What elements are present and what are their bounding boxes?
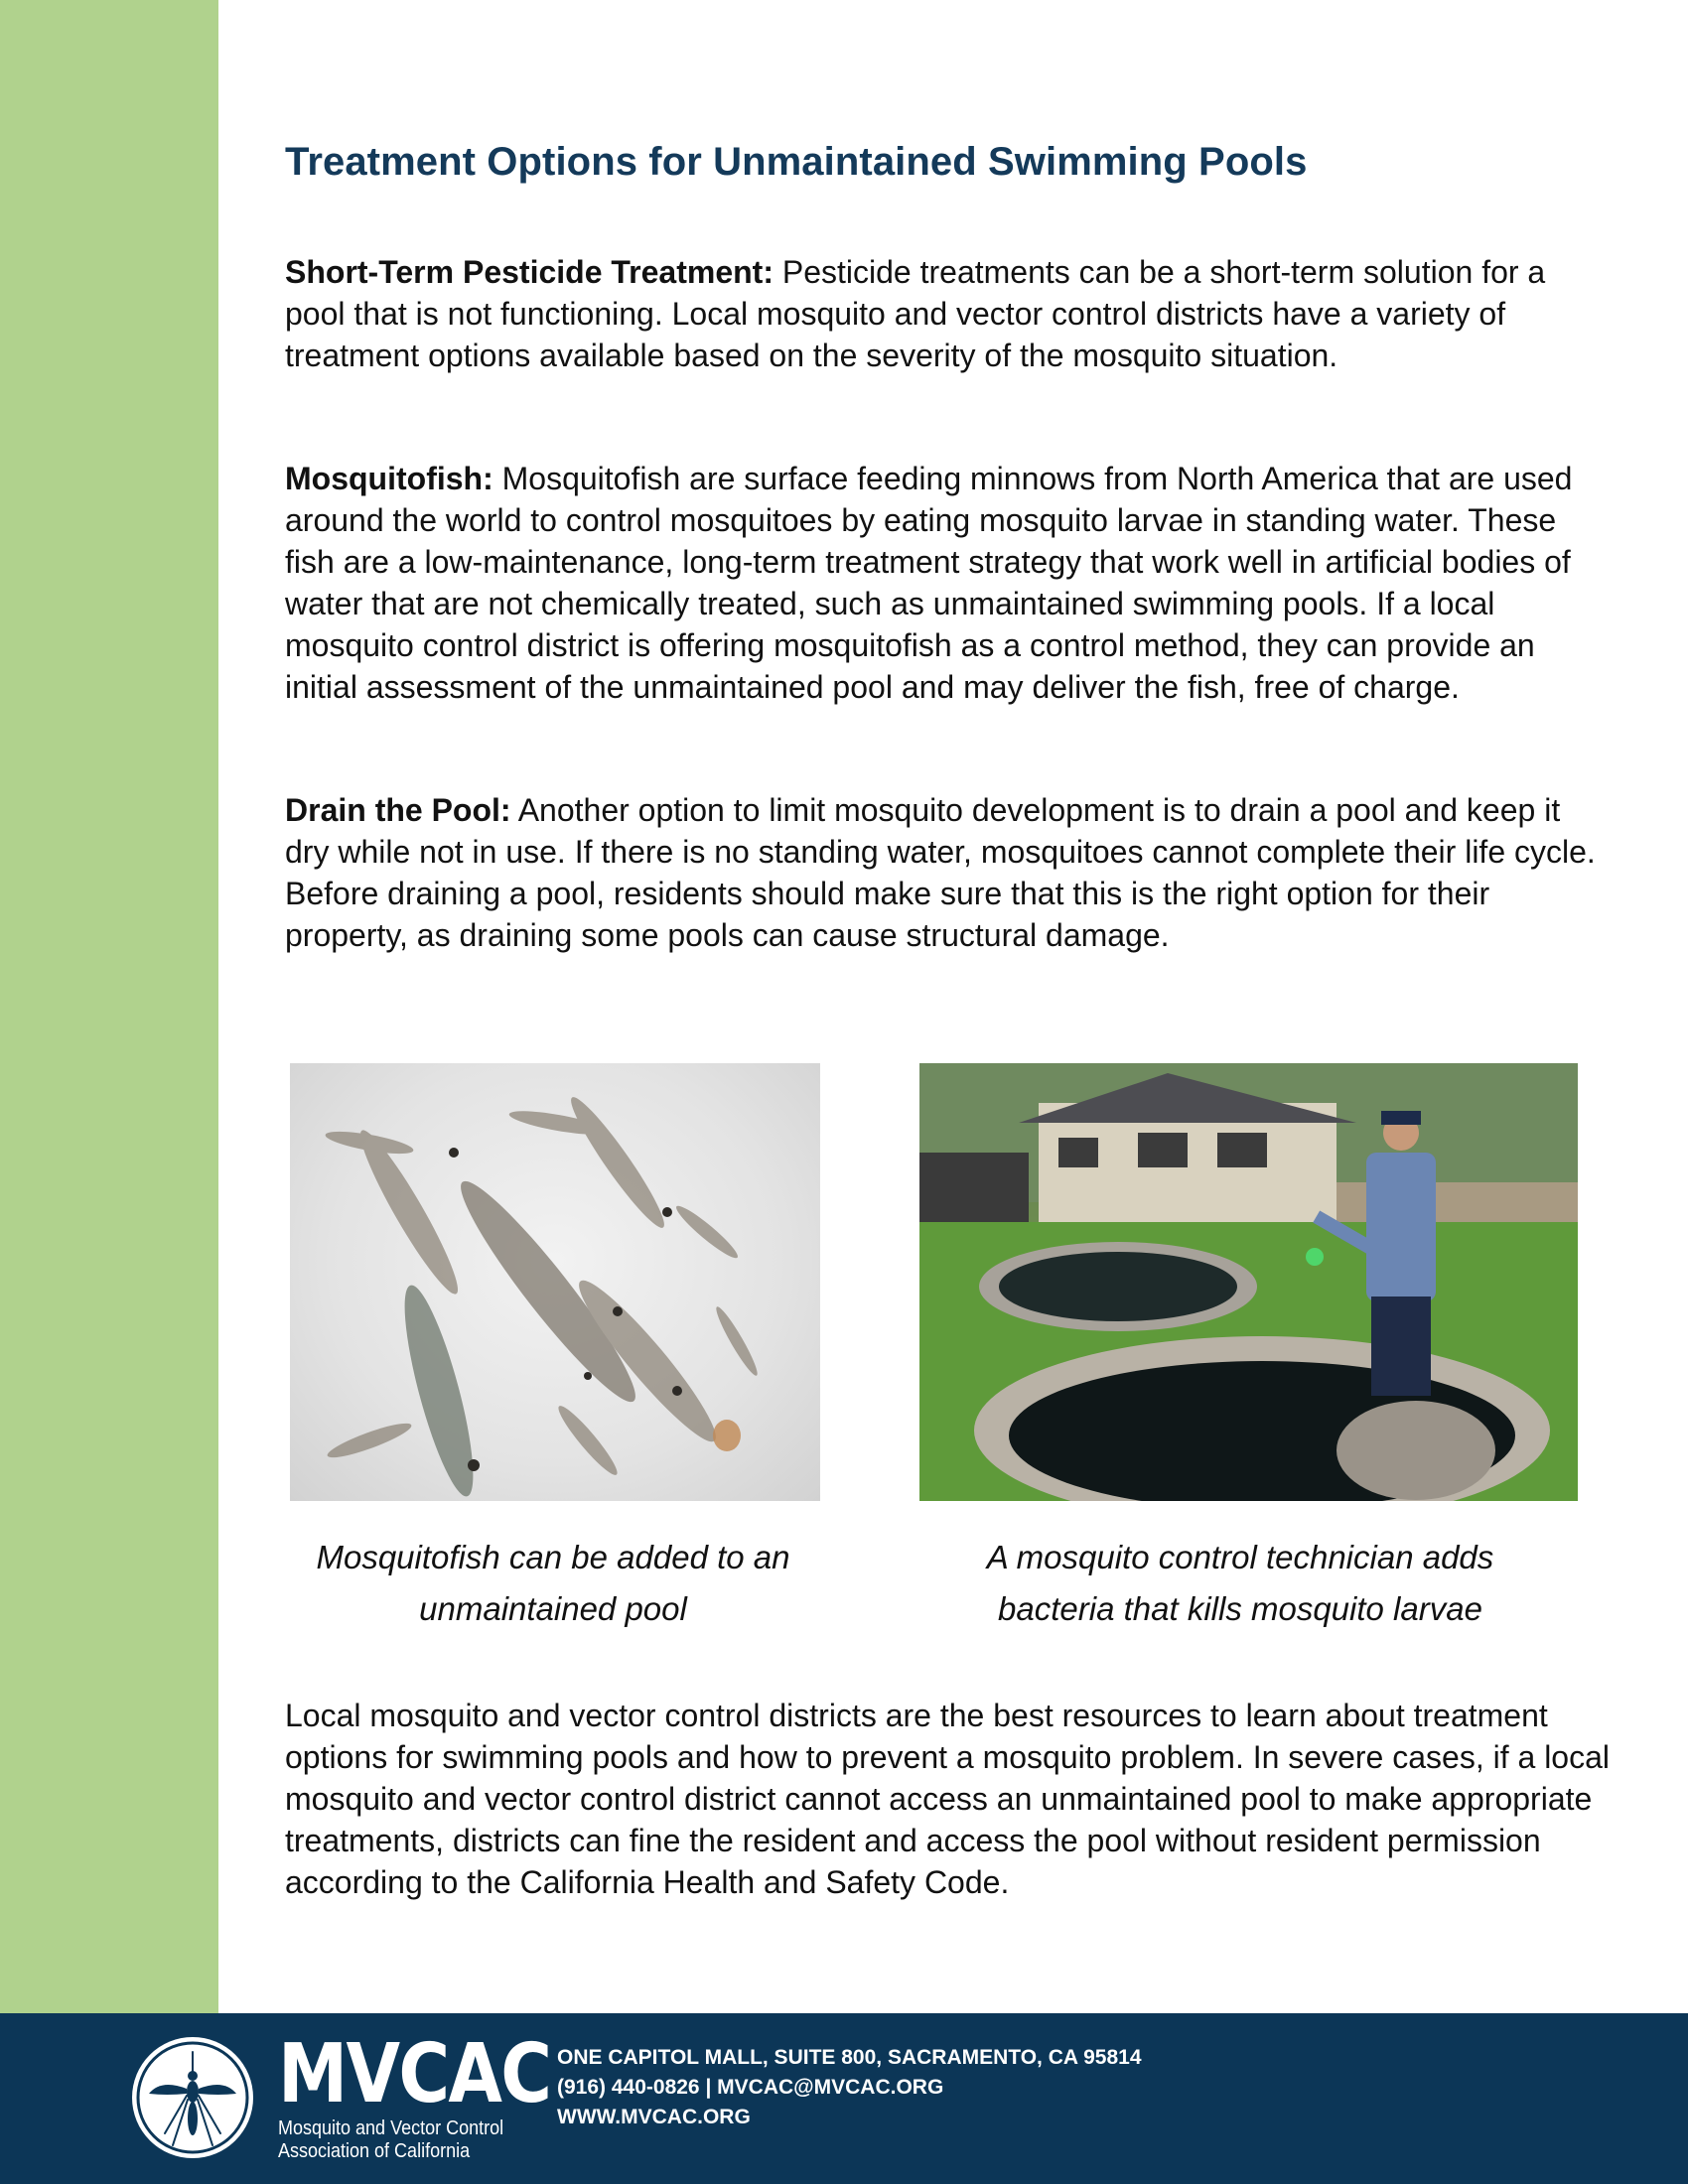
- section-text: Mosquitofish are surface feeding minnows from North America that are used around the world to control mosquitoes by eating mosquito larvae in standing water. These fish are a low-maintenance, long-term treatment strategy that work well in artificial bodies of water that are not chemically treated, such as unmaintained swimming pools. If a local mosquito control district is offering mosquitofish as a control method, they can provide an initial assessment of the unmaintained pool and may deliver the fish, free of charge.: [285, 461, 1573, 705]
- footer-phone-email[interactable]: (916) 440-0826 | MVCAC@MVCAC.ORG: [557, 2076, 944, 2099]
- caption-line: A mosquito control technician adds: [986, 1539, 1494, 1575]
- caption-line: bacteria that kills mosquito larvae: [998, 1590, 1482, 1627]
- section-lead: Drain the Pool:: [285, 792, 511, 828]
- sidebar-accent-bar: [0, 0, 218, 2013]
- technician-pool-photo: [919, 1063, 1578, 1501]
- section-lead: Short-Term Pesticide Treatment:: [285, 254, 774, 290]
- technician-pool-image: [919, 1063, 1578, 1501]
- page-title: Treatment Options for Unmaintained Swimming Pools: [285, 140, 1308, 184]
- photo-caption-technician: [914, 1532, 1567, 1635]
- footer-address: ONE CAPITOL MALL, SUITE 800, SACRAMENTO, CA 95814: [557, 2046, 1142, 2069]
- section-text: Pesticide treatments can be a short-term solution for a pool that is not functioning. Local mosquito and vector control districts have a variety of treatment options available based on the severity of the mosquito situation.: [285, 254, 1546, 373]
- caption-line: unmaintained pool: [419, 1590, 687, 1627]
- section-text: Another option to limit mosquito development is to drain a pool and keep it dry while not in use. If there is no standing water, mosquitoes cannot complete their life cycle. Before draining a pool, residents should make sure that this is the right option for their property, as draining some pools can cause structural damage.: [285, 792, 1596, 953]
- logo-subtitle: Mosquito and Vector Control: [278, 2117, 504, 2139]
- section-lead: Mosquitofish:: [285, 461, 493, 496]
- photo-caption-mosquitofish: [256, 1532, 850, 1635]
- section-pesticide: [285, 251, 1611, 376]
- mosquito-logo-icon: [129, 2034, 256, 2161]
- footer-website-link[interactable]: WWW.MVCAC.ORG: [557, 2106, 751, 2128]
- section-mosquitofish: [285, 458, 1611, 708]
- mosquitofish-image: [290, 1063, 820, 1501]
- logo-subtitle: Association of California: [278, 2140, 471, 2162]
- caption-line: Mosquitofish can be added to an: [316, 1539, 790, 1575]
- section-drain-pool: [285, 789, 1611, 956]
- logo-wordmark: MVCAC: [278, 2027, 551, 2121]
- mosquitofish-photo: [290, 1063, 820, 1501]
- closing-paragraph: Local mosquito and vector control districts are the best resources to learn about treatment options for swimming pools and how to prevent a mosquito problem. In severe cases, if a local mosquito and vector control district cannot access an unmaintained pool to make appropriate treatments, districts can fine the resident and access the pool without resident permission according to the California Health and Safety Code.: [285, 1698, 1610, 1900]
